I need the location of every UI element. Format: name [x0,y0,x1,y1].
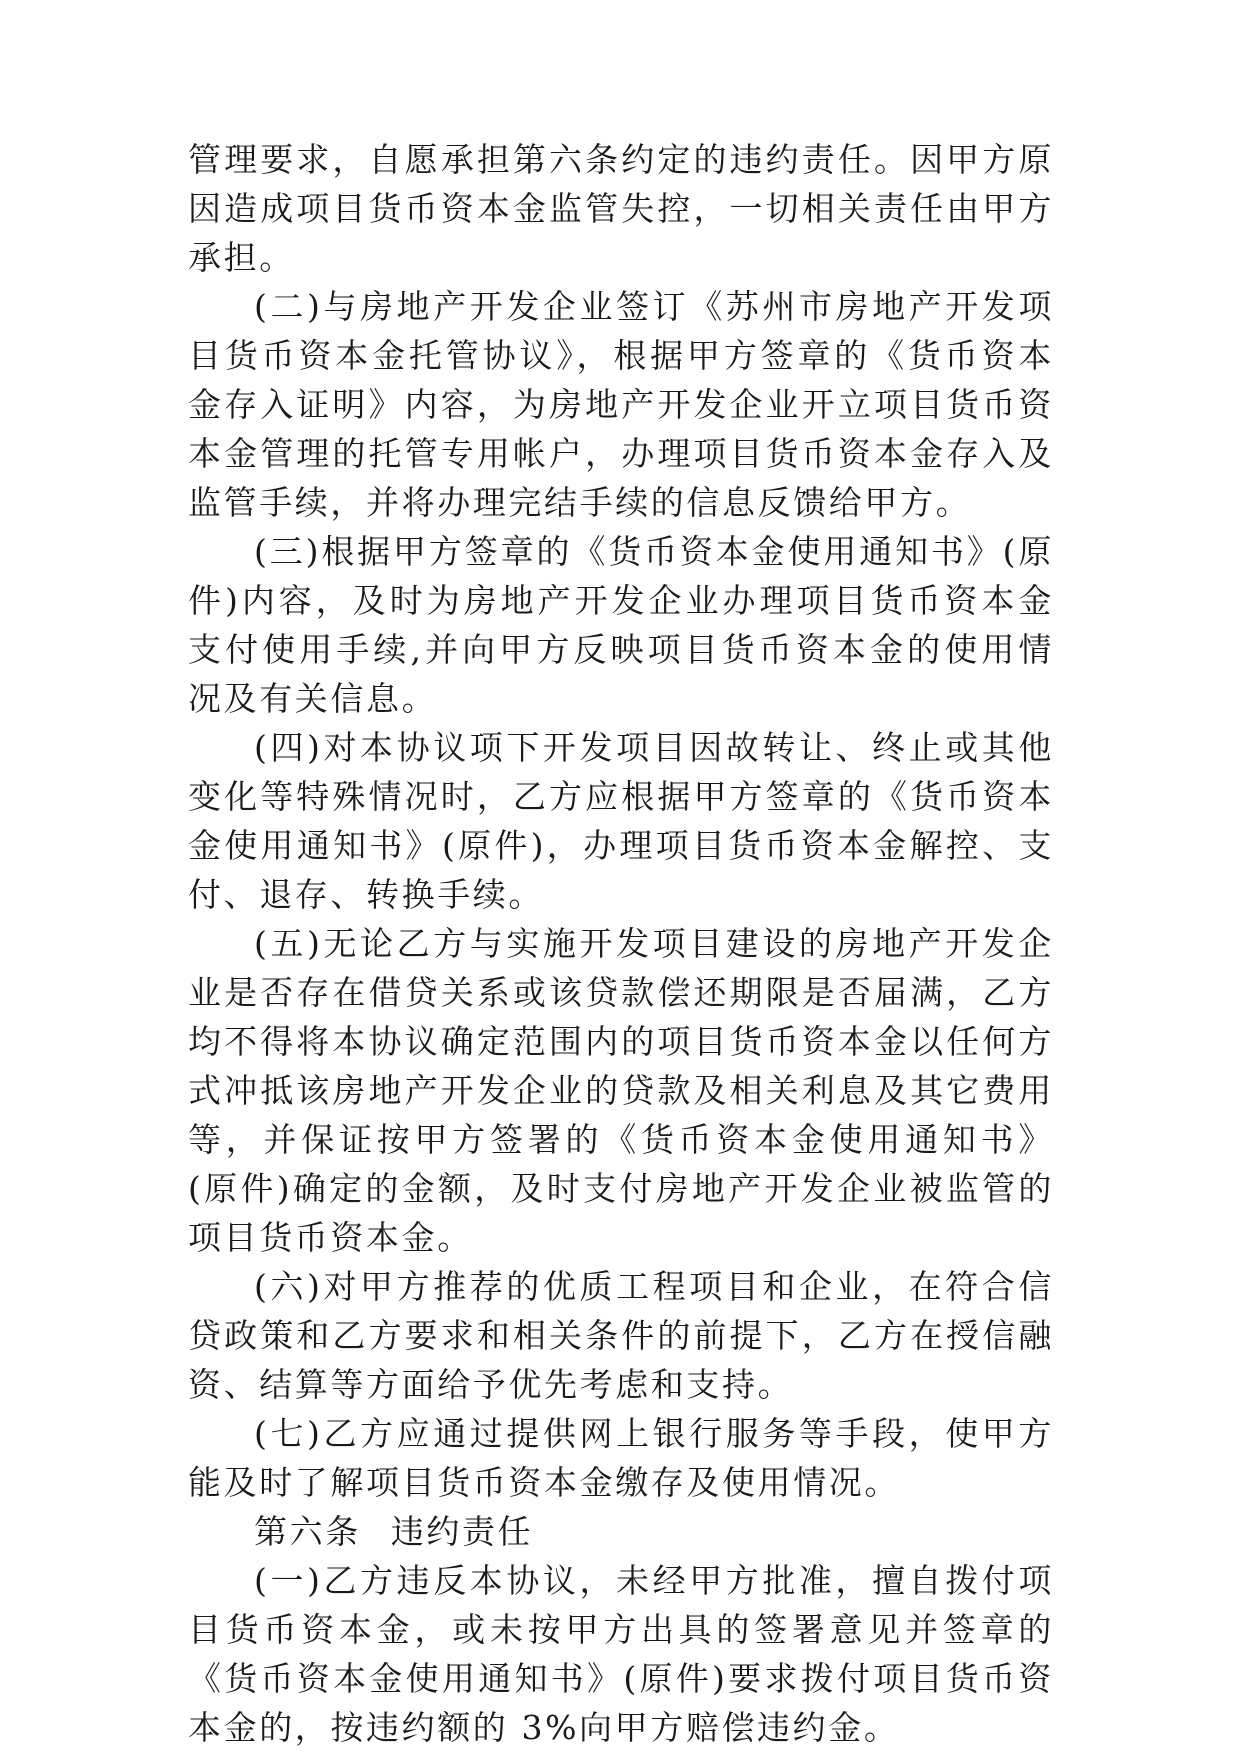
article-heading [188,1507,1054,1556]
paragraph-clause-5: (五)无论乙方与实施开发项目建设的房地产开发企业是否存在借贷关系或该贷款偿还期限是否届满，乙方均不得将本协议确定范围内的项目货币资本金以任何方式冲抵该房地产开发企业的贷款及相关利息及其它费用等，并保证按甲方签署的《货币资本金使用通知书》(原件)确定的金额，及时支付房地产开发企业被监管的项目货币资本金。 [188,924,1054,1257]
paragraph-continued: 管理要求，自愿承担第六条约定的违约责任。因甲方原因造成项目货币资本金监管失控，一切相关责任由甲方承担。 [188,140,1054,277]
paragraph-clause-2: (二)与房地产开发企业签订《苏州市房地产开发项目货币资本金托管协议》，根据甲方签章的《货币资本金存入证明》内容，为房地产开发企业开立项目货币资本金管理的托管专用帐户，办理项目货币资本金存入及监管手续，并将办理完结手续的信息反馈给甲方。 [188,287,1054,522]
paragraph-clause-7: (七)乙方应通过提供网上银行服务等手段，使甲方能及时了解项目货币资本金缴存及使用情况。 [188,1414,1054,1502]
paragraph-clause-4: (四)对本协议项下开发项目因故转让、终止或其他变化等特殊情况时，乙方应根据甲方签章的《货币资本金使用通知书》(原件)，办理项目货币资本金解控、支付、退存、转换手续。 [188,728,1054,914]
document-page [188,135,1054,1752]
article-number: 第六条 [254,1512,361,1551]
paragraph-penalty-1: (一)乙方违反本协议，未经甲方批准，擅自拨付项目货币资本金，或未按甲方出具的签署意见并签章的《货币资本金使用通知书》(原件)要求拨付项目货币资本金的，按违约额的 3%向甲方赔偿违约金。 [188,1561,1054,1747]
article-title: 违约责任 [390,1512,534,1551]
paragraph-clause-6: (六)对甲方推荐的优质工程项目和企业，在符合信贷政策和乙方要求和相关条件的前提下，乙方在授信融资、结算等方面给予优先考虑和支持。 [188,1267,1054,1404]
paragraph-clause-3: (三)根据甲方签章的《货币资本金使用通知书》(原件)内容，及时为房地产开发企业办理项目货币资本金支付使用手续,并向甲方反映项目货币资本金的使用情况及有关信息。 [188,532,1054,718]
